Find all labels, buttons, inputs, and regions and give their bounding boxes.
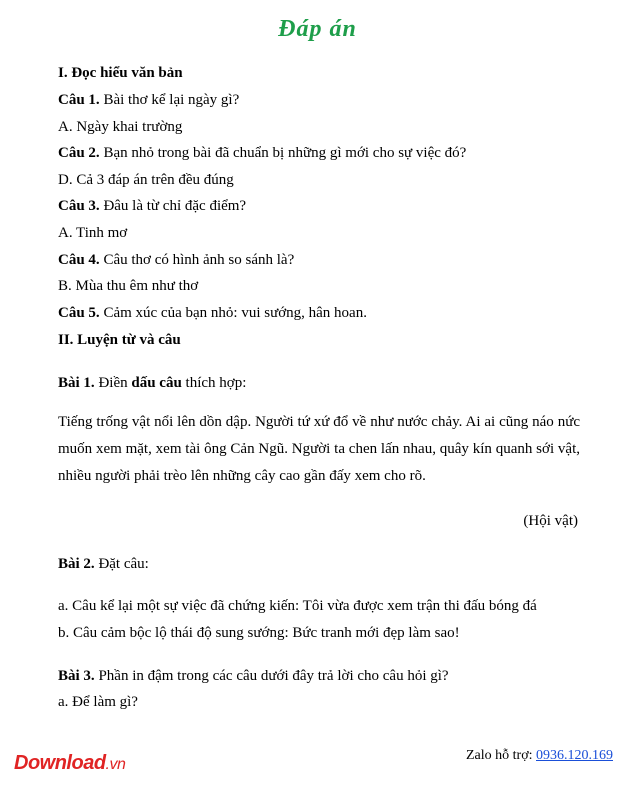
paragraph-source: (Hội vật): [523, 513, 578, 529]
question-2: [58, 144, 466, 162]
page-title: Đáp án: [278, 16, 357, 42]
zalo-phone-link[interactable]: 0936.120.169: [536, 748, 613, 763]
question-label: Câu 5.: [58, 305, 100, 321]
question-label: Câu 2.: [58, 145, 100, 161]
exercise-3-heading: [58, 667, 449, 685]
exercise-1-paragraph: Tiếng trống vật nổi lên dồn dập. Người tứ xứ đổ về như nước chảy. Ai ai cũng náo nức muốn xem mặt, xem tài ông Cản Ngũ. Người ta chen lấn nhau, quây kín quanh sới vật, nhiều người phải trèo lên những cây cao gần đấy xem cho rõ.: [58, 414, 580, 484]
exercise-1-heading: [58, 374, 246, 392]
answer-1: A. Ngày khai trường: [58, 119, 183, 135]
question-1: [58, 91, 239, 109]
exercise-text: Điền: [94, 375, 132, 391]
question-text: Câu thơ có hình ảnh so sánh là?: [99, 252, 295, 268]
question-4: [58, 251, 294, 269]
question-label: Câu 4.: [58, 252, 100, 268]
exercise-text: thích hợp:: [181, 375, 247, 391]
exercise-2-heading: [58, 555, 149, 573]
exercise-bold-text: dấu câu: [131, 375, 182, 391]
exercise-2-answer-a: a. Câu kể lại một sự việc đã chứng kiến: Tôi vừa được xem trận thi đấu bóng đá: [58, 598, 537, 614]
zalo-support: [466, 748, 613, 764]
question-text: Đâu là từ chỉ đặc điểm?: [99, 198, 247, 214]
answer-2: D. Cả 3 đáp án trên đều đúng: [58, 172, 234, 188]
logo-suffix-text: .vn: [105, 756, 126, 773]
exercise-2-answer-b: b. Câu cảm bộc lộ thái độ sung sướng: Bức tranh mới đẹp làm sao!: [58, 625, 460, 641]
download-vn-logo[interactable]: [14, 752, 125, 775]
question-label: Câu 3.: [58, 198, 100, 214]
zalo-label: Zalo hỗ trợ:: [466, 748, 536, 763]
answer-4: B. Mùa thu êm như thơ: [58, 278, 199, 294]
exercise-label: Bài 1.: [58, 375, 95, 391]
logo-main-text: Download: [14, 752, 106, 774]
exercise-label: Bài 2.: [58, 556, 95, 572]
answer-3: A. Tinh mơ: [58, 225, 128, 241]
exercise-text: Phần in đậm trong các câu dưới đây trả lời cho câu hỏi gì?: [94, 668, 449, 684]
question-text: Bạn nhỏ trong bài đã chuẩn bị những gì mới cho sự việc đó?: [99, 145, 467, 161]
question-5: [58, 304, 367, 322]
question-label: Câu 1.: [58, 92, 100, 108]
section-heading-reading: I. Đọc hiểu văn bản: [58, 65, 183, 81]
exercise-text: Đặt câu:: [94, 556, 149, 572]
question-text: Bài thơ kể lại ngày gì?: [99, 92, 240, 108]
exercise-3-item-a: a. Để làm gì?: [58, 694, 138, 710]
exercise-label: Bài 3.: [58, 668, 95, 684]
question-text: Cảm xúc của bạn nhỏ: vui sướng, hân hoan.: [99, 305, 367, 321]
question-3: [58, 197, 246, 215]
section-heading-vocab: II. Luyện từ và câu: [58, 332, 181, 348]
